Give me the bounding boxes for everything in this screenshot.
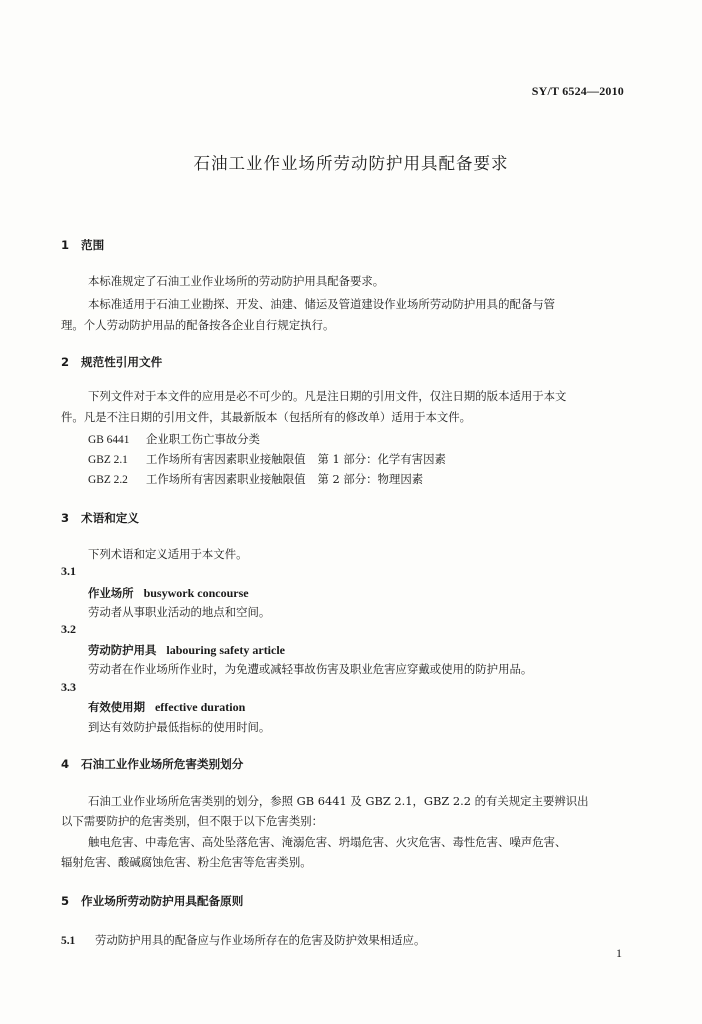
term-zh: 劳动防护用具: [88, 643, 157, 657]
section-number: 3: [61, 511, 70, 525]
section-number: 4: [61, 757, 70, 771]
term-en: effective duration: [154, 700, 246, 714]
term-en: labouring safety article: [166, 643, 286, 657]
page-number: 1: [616, 946, 622, 960]
term-zh: 作业场所: [88, 586, 134, 600]
section-title: 范围: [81, 238, 105, 252]
paragraph-continuation: 以下需要防护的危害类别，但不限于以下危害类别：: [61, 814, 323, 828]
reference-entry: [88, 431, 260, 447]
reference-code: GBZ 2.2: [88, 474, 128, 486]
paragraph-continuation: 件。凡是不注日期的引用文件，其最新版本（包括所有的修改单）适用于本文件。: [61, 410, 472, 424]
section-1-heading: [61, 237, 104, 253]
section-5-heading: [61, 893, 243, 909]
reference-part: 第 2 部分：物理因素: [317, 472, 424, 486]
reference-title: 工作场所有害因素职业接触限值: [146, 452, 306, 466]
term-heading: [88, 699, 245, 715]
term-heading: [88, 585, 249, 601]
section-number: 1: [61, 238, 70, 252]
section-number: 2: [61, 355, 70, 369]
paragraph-continuation: 辐射危害、酸碱腐蚀危害、粉尘危害等危害类别。: [61, 855, 312, 869]
reference-part: 第 1 部分：化学有害因素: [317, 452, 446, 466]
section-title: 石油工业作业场所危害类别划分: [81, 757, 244, 771]
paragraph: 本标准适用于石油工业勘探、开发、油建、储运及管道建设作业场所劳动防护用具的配备与管: [88, 297, 556, 311]
term-number: 3.1: [61, 564, 76, 578]
term-heading: [88, 642, 285, 658]
document-title: 石油工业作业场所劳动防护用具配备要求: [193, 154, 509, 173]
section-4-heading: [61, 756, 243, 772]
paragraph-continuation: 理。个人劳动防护用品的配备按各企业自行规定执行。: [61, 318, 335, 332]
section-number: 5: [61, 894, 70, 908]
term-zh: 有效使用期: [88, 700, 145, 714]
clause: [61, 932, 425, 948]
reference-entry: [88, 451, 446, 467]
term-en: busywork concourse: [143, 586, 249, 600]
reference-code: GB 6441: [88, 434, 130, 446]
section-title: 规范性引用文件: [81, 355, 163, 369]
section-3-heading: [61, 510, 139, 526]
paragraph: 本标准规定了石油工业作业场所的劳动防护用具配备要求。: [88, 274, 385, 288]
section-title: 术语和定义: [81, 511, 139, 525]
paragraph: 触电危害、中毒危害、高处坠落危害、淹溺危害、坍塌危害、火灾危害、毒性危害、噪声危害、: [88, 835, 567, 849]
paragraph: 下列文件对于本文件的应用是必不可少的。凡是注日期的引用文件，仅注日期的版本适用于本文: [88, 389, 567, 403]
term-definition: 到达有效防护最低指标的使用时间。: [88, 720, 271, 734]
reference-title: 企业职工伤亡事故分类: [146, 432, 260, 446]
term-number: 3.3: [61, 680, 76, 694]
section-2-heading: [61, 354, 162, 370]
section-title: 作业场所劳动防护用具配备原则: [81, 894, 244, 908]
clause-number: 5.1: [61, 935, 76, 947]
reference-title: 工作场所有害因素职业接触限值: [146, 472, 306, 486]
reference-code: GBZ 2.1: [88, 454, 128, 466]
standard-code: SY/T 6524—2010: [531, 84, 624, 98]
term-definition: 劳动者在作业场所作业时，为免遭或减轻事故伤害及职业危害应穿戴或使用的防护用品。: [88, 662, 533, 676]
clause-text: 劳动防护用具的配备应与作业场所存在的危害及防护效果相适应。: [95, 933, 426, 947]
reference-entry: [88, 471, 423, 487]
paragraph: 石油工业作业场所危害类别的划分，参照 GB 6441 及 GBZ 2.1，GBZ 2.2 的有关规定主要辨识出: [88, 794, 589, 808]
term-number: 3.2: [61, 622, 76, 636]
paragraph: 下列术语和定义适用于本文件。: [88, 547, 248, 561]
term-definition: 劳动者从事职业活动的地点和空间。: [88, 605, 271, 619]
